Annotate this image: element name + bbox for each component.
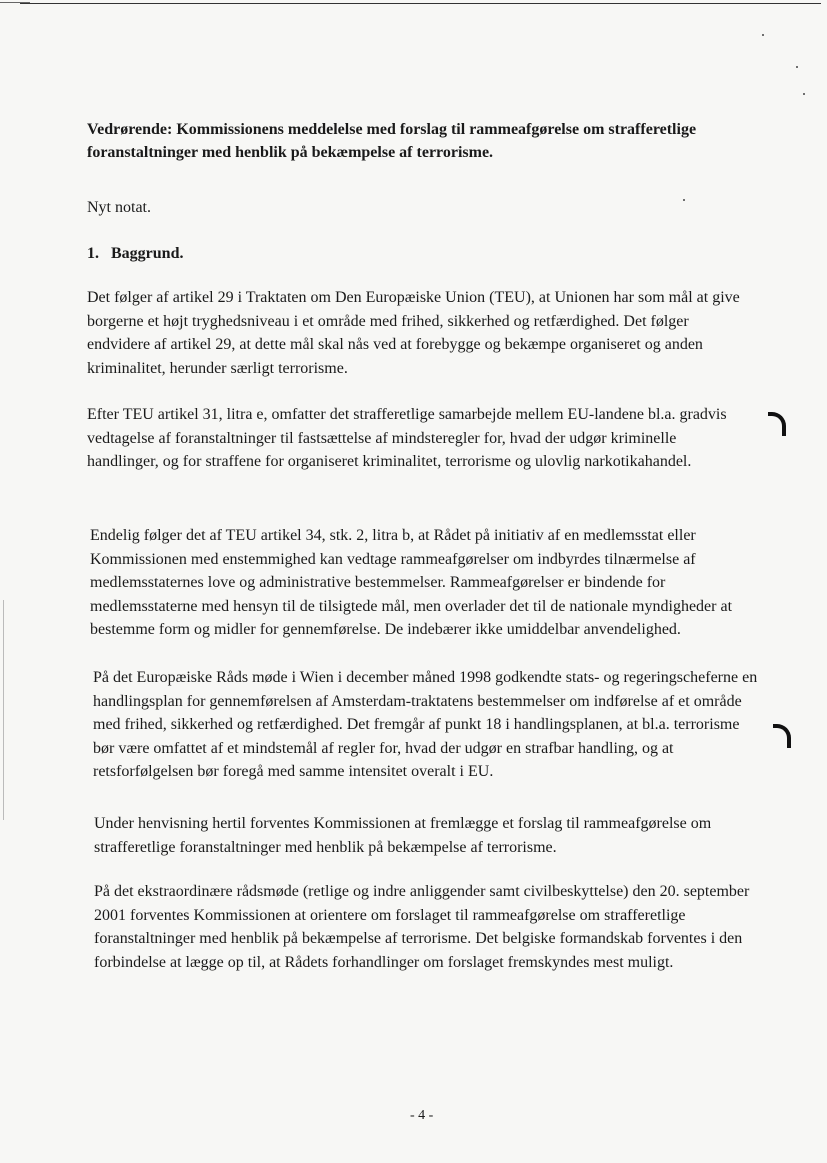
scan-margin-line [3,600,4,820]
scan-speck [796,66,798,68]
scan-speck [803,93,805,95]
paragraph: Endelig følger det af TEU artikel 34, stk. 2, litra b, at Rådet på initiativ af en medlemsstat eller Kommissionen med enstemmighed kan vedtage rammeafgørelser om indbyrdes tilnærmelse af medlemsstaternes love og administrative bestemmelser. Rammeafgørelser er bindende for medlemsstaterne med hensyn til de tilsigtede mål, men overlader det til de nationale myndigheder at bestemme form og midler for gennemførelse. De indebærer ikke umiddelbar anvendelighed. [90,527,733,638]
subject-heading: Vedrørende: Kommissionens meddelelse med forslag til rammeafgørelse om strafferetlige foranstaltninger med henblik på bekæmpelse af terrorisme. [87,121,697,161]
page-number: - 4 - [410,1108,434,1123]
note-label: Nyt notat. [87,199,151,216]
section-title: Baggrund. [111,245,184,262]
paragraph: Under henvisning hertil forventes Kommissionen at fremlægge et forslag til rammeafgørelse om strafferetlige foranstaltninger med henblik på bekæmpelse af terrorisme. [94,815,712,856]
punch-hole-mark [773,724,791,748]
paragraph: Det følger af artikel 29 i Traktaten om Den Europæiske Union (TEU), at Unionen har som mål at give borgerne et højt tryghedsniveau i et område med frihed, sikkerhed og retfærdighed. Det følger endvidere af artikel 29, at dette mål skal nås ved at forebygge og bekæmpe organiseret og anden kriminalitet, herunder særligt terrorisme. [87,289,740,377]
scan-speck [762,34,764,36]
section-number: 1. [87,245,99,262]
document-page [87,118,758,971]
top-rule [20,3,821,4]
section-heading [87,242,183,265]
paragraph: På det Europæiske Råds møde i Wien i december måned 1998 godkendte stats- og regeringscheferne en handlingsplan for gennemførelsen af Amsterdam-traktatens bestemmelser om indførelse af et område med frihed, sikkerhed og retfærdighed. Det fremgår af punkt 18 i handlingsplanen, at bl.a. terrorisme bør være omfattet af et mindstemål af regler for, hvad der udgør en strafbar handling, og at retsforfølgelsen bør foregå med samme intensitet overalt i EU. [93,669,758,780]
punch-hole-mark [768,412,786,436]
paragraph: Efter TEU artikel 31, litra e, omfatter det strafferetlige samarbejde mellem EU-landene bl.a. gradvis vedtagelse af foranstaltninger til fastsættelse af mindsteregler for, hvad der udgør kriminelle handlinger, og for straffene for organiseret kriminalitet, terrorisme og ulovlig narkotikahandel. [87,406,727,470]
paragraph: På det ekstraordinære rådsmøde (retlige og indre anliggender samt civilbeskyttelse) den 20. september 2001 forventes Kommissionen at orientere om forslaget til rammeafgørelse om strafferetlige foranstaltninger med henblik på bekæmpelse af terrorisme. Det belgiske formandskab forventes i den forbindelse at lægge op til, at Rådets forhandlinger om forslaget fremskyndes mest muligt. [94,883,750,971]
scan-speck [683,199,685,201]
